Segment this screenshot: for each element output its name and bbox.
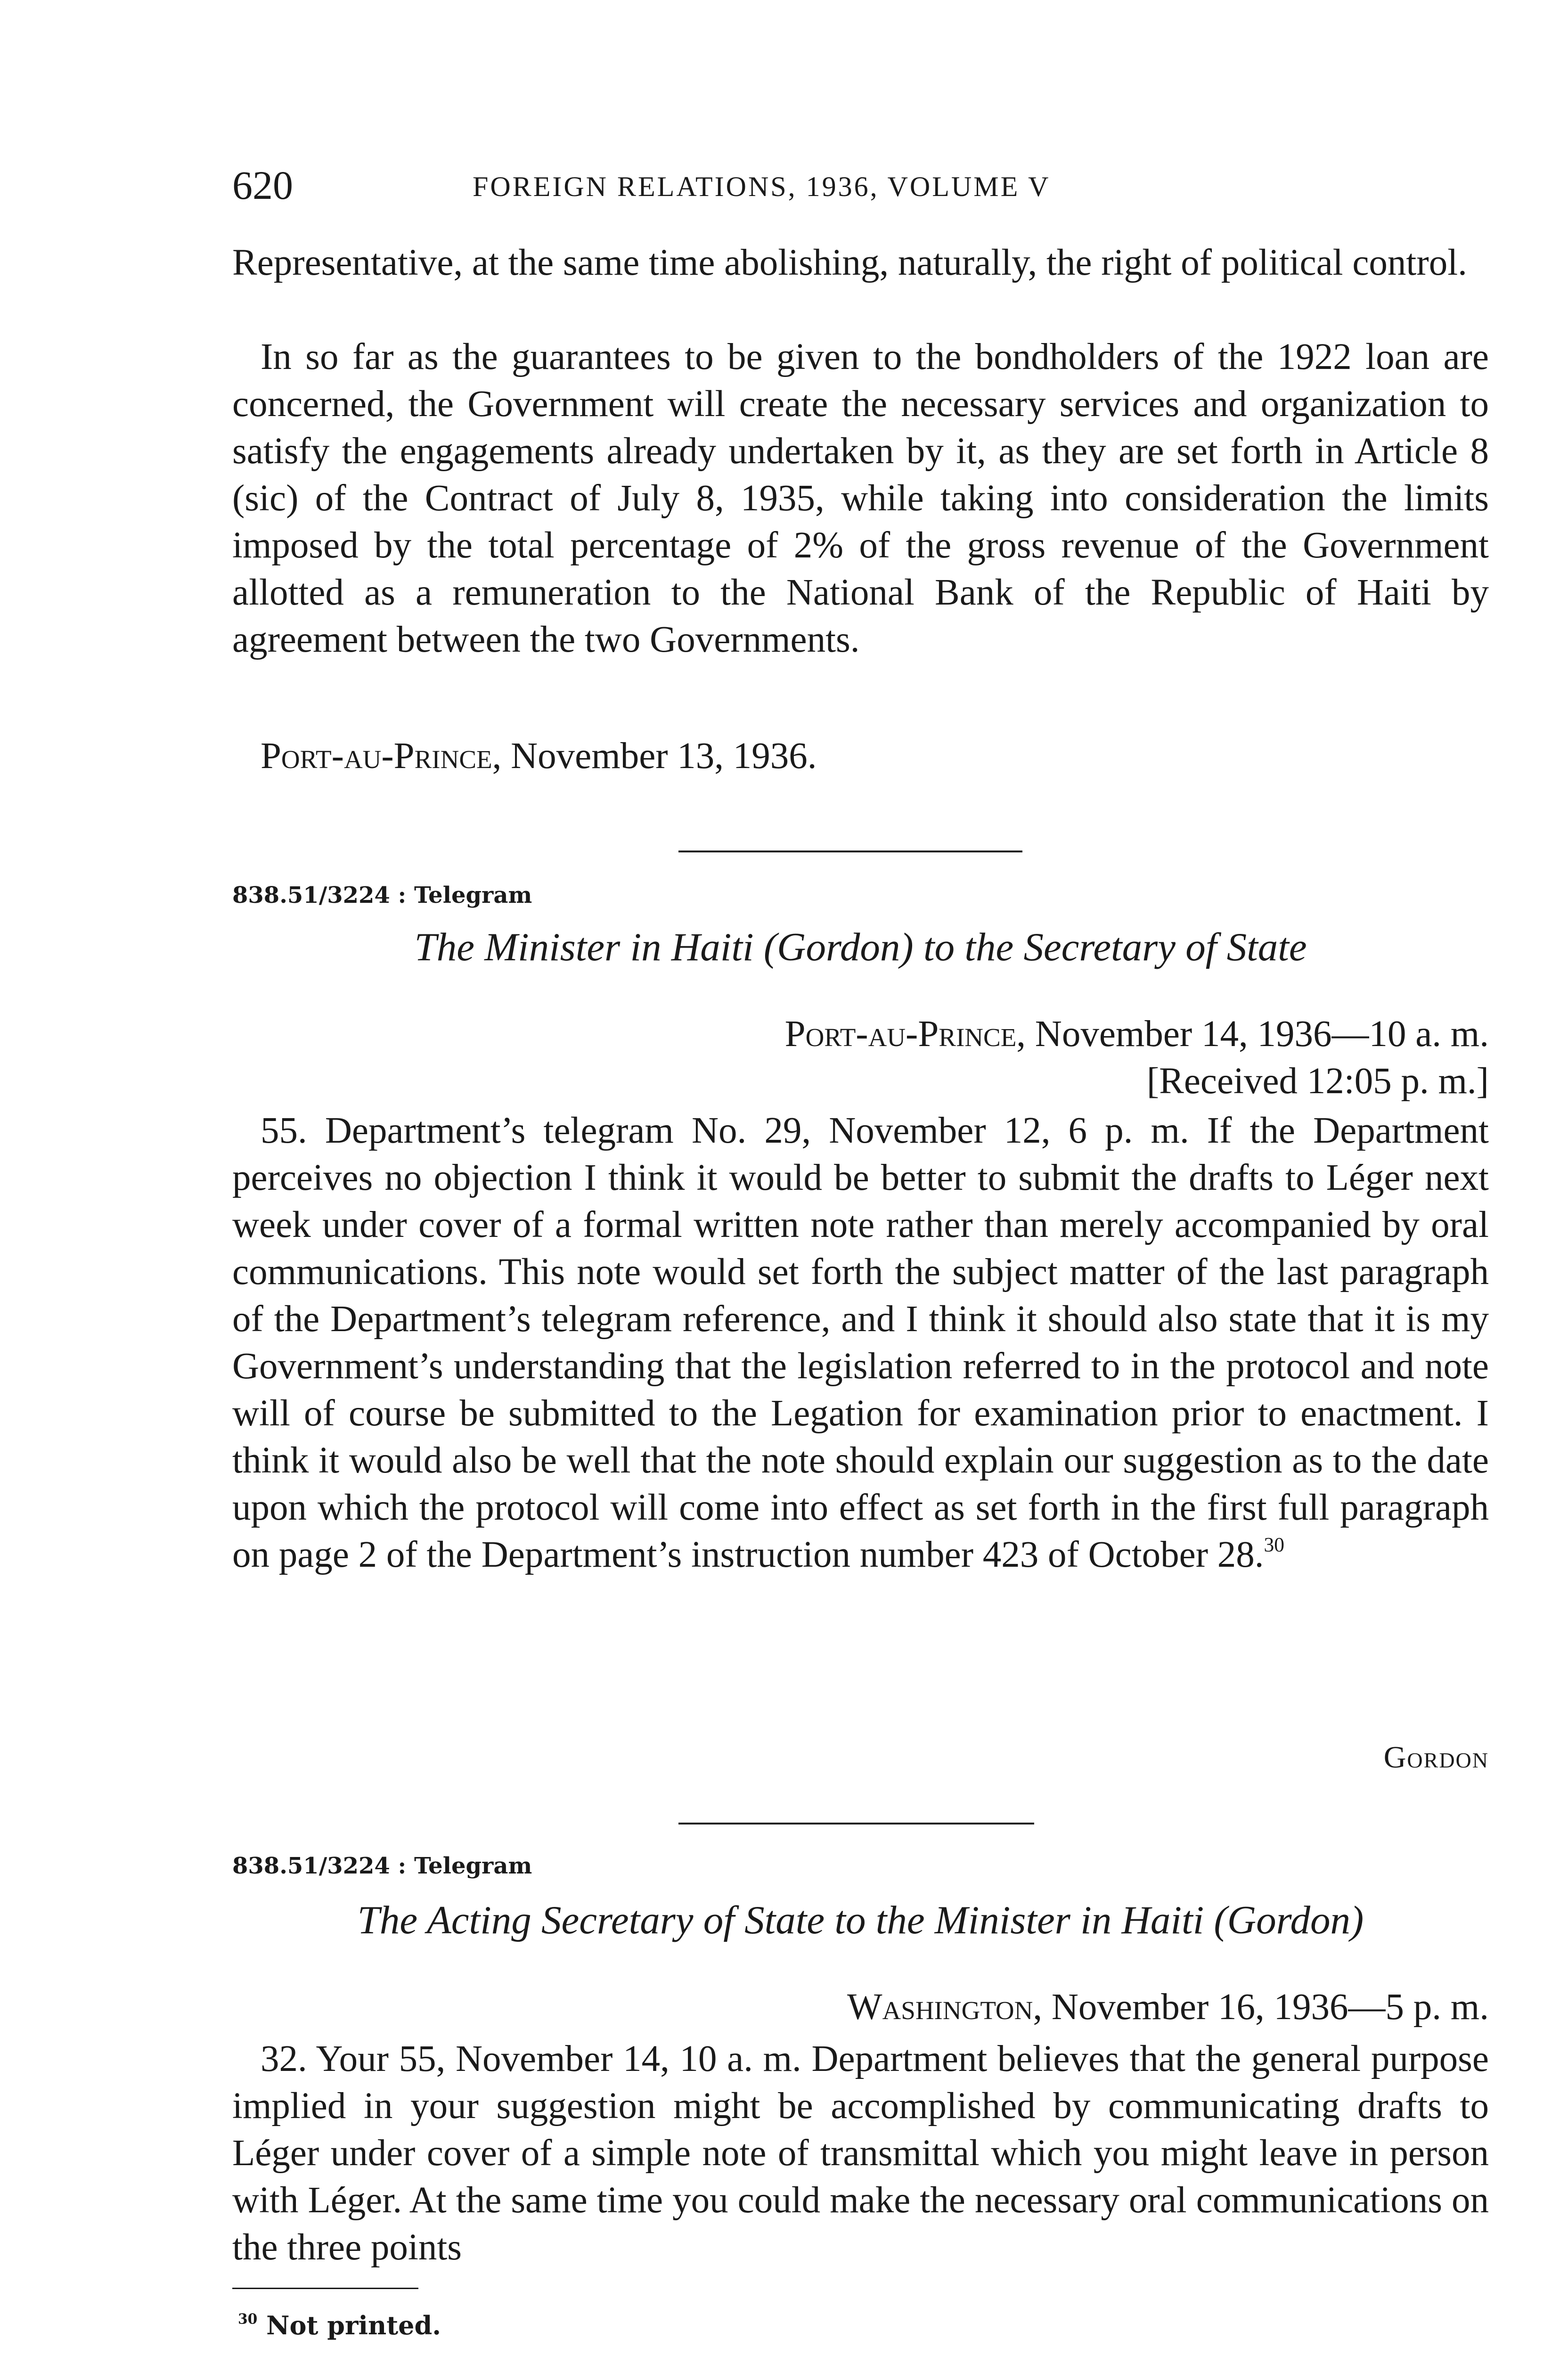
footnote-marker: 30 — [238, 2311, 258, 2328]
telegram-body: 32. Your 55, November 14, 10 a. m. Department believes that the general purpose implied in your suggestion might be accomplished by communicating drafts to Léger under cover of a simple note of transmittal which you might leave in person with Léger. At the same time you could make the necessary oral communications on the three points — [232, 2038, 1489, 2268]
dateline-place: Port-au-Prince — [784, 1014, 1017, 1055]
dateline-date: , November 16, 1936—5 p. m. — [1033, 1987, 1489, 2028]
footnote — [238, 2304, 1180, 2347]
dateline — [232, 1984, 1489, 2031]
page-number: 620 — [232, 163, 293, 208]
dateline — [232, 1011, 1489, 1058]
page-header — [232, 159, 1489, 211]
section-divider — [678, 1823, 1034, 1824]
telegram-body — [232, 1107, 1489, 1579]
dateline-place: Washington — [847, 1987, 1033, 2028]
file-reference: 838.51/3224 : Telegram — [232, 882, 532, 908]
received-line: [Received 12:05 p. m.] — [1146, 1061, 1489, 1102]
continuation-paragraph-1: Representative, at the same time abolishing, naturally, the right of political control. — [232, 242, 1467, 283]
continuation-dateline — [261, 733, 1486, 780]
document-heading: The Acting Secretary of State to the Minister in Haiti (Gordon) — [357, 1898, 1364, 1942]
footnote-reference: 30 — [1264, 1533, 1284, 1556]
continuation-paragraph-2: In so far as the guarantees to be given to the bondholders of the 1922 loan are concerned, the Government will create the necessary services and organization to satisfy the engagements already undertaken by it, as they are set forth in Article 8 (sic) of the Contract of July 8, 1935, while taking into consideration the limits imposed by the total percentage of 2% of the gross revenue of the Government allotted as a remuneration to the National Bank of the Republic of Haiti by agreement between the two Governments. — [232, 336, 1489, 660]
signature: Gordon — [1383, 1740, 1489, 1775]
document-heading: The Minister in Haiti (Gordon) to the Secretary of State — [414, 925, 1307, 969]
telegram-text: 55. Department’s telegram No. 29, November 12, 6 p. m. If the Department perceives no objection I think it would be better to submit the drafts to Léger next week under cover of a formal written note rather than merely accompanied by oral communications. This note would set forth the subject matter of the last paragraph of the Department’s telegram reference, and I think it should also state that it is my Government’s understanding that the legislation referred to in the protocol and note will of course be submitted to the Legation for examination prior to enactment. I think it would also be well that the note should explain our suggestion as to the date upon which the protocol will come into effect as set forth in the first full paragraph on page 2 of the Department’s instruction number 423 of October 28. — [232, 1110, 1489, 1575]
footnote-rule — [232, 2288, 418, 2289]
running-head: FOREIGN RELATIONS, 1936, VOLUME V — [473, 171, 1051, 202]
footnote-text: Not printed. — [266, 2310, 441, 2340]
dateline-date: , November 14, 1936—10 a. m. — [1016, 1014, 1489, 1055]
continuation-date: , November 13, 1936. — [492, 736, 817, 777]
continuation-place: Port-au-Prince — [261, 736, 492, 777]
section-divider — [678, 851, 1022, 852]
file-reference: 838.51/3224 : Telegram — [232, 1853, 532, 1879]
